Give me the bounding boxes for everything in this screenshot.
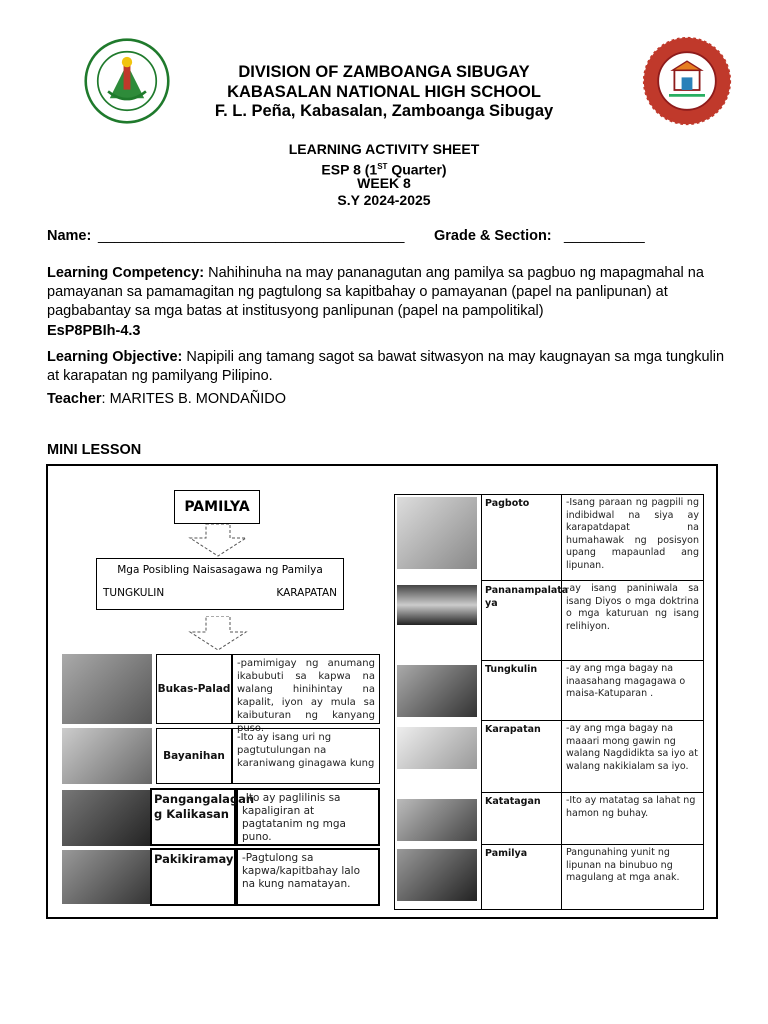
term-kalikasan: Pangangalagan g Kalikasan: [150, 788, 236, 846]
term-tungkulin: Tungkulin: [481, 661, 561, 721]
subject-quarter: ESP 8 (1ST Quarter): [321, 161, 447, 178]
photo-pamilya: [397, 849, 477, 901]
possibilities-subtitle: Mga Posibling Naisasagawa ng Pamilya: [117, 564, 323, 576]
learning-objective: Learning Objective: Napipili ang tamang sagot sa bawat sitwasyon na may kaugnayan sa mga tungkulin at karapatan ng pamilyang Pilipino.: [47, 349, 725, 384]
sheet-title: LEARNING ACTIVITY SHEET: [288, 141, 480, 157]
term-karapatan: Karapatan: [481, 721, 561, 793]
week-label: WEEK 8: [357, 175, 411, 191]
down-arrow-icon: [168, 524, 268, 558]
term-bukas-palad: Bukas-Palad: [156, 654, 232, 724]
mini-lesson-heading: MINI LESSON: [47, 442, 142, 458]
desc-bukas-palad: -pamimigay ng anumang ikabubuti sa kapwa na walang hinihintay na kapalit, iyon ay mula sa kaibuturan ng kanyang puso.: [232, 654, 380, 724]
desc-katatagan: -Ito ay matatag sa lahat ng hamon ng buhay.: [561, 793, 703, 845]
photo-karapatan: [397, 727, 477, 769]
desc-karapatan: -ay ang mga bagay na maaari mong gawin ng walang Nagdidikta sa iyo at walang nakikialam sa iyo.: [561, 721, 703, 793]
photo-katatagan: [397, 799, 477, 841]
tungkulin-table: [60, 652, 384, 908]
photo-bukas-palad: [62, 654, 152, 724]
desc-tungkulin: -ay ang mga bagay na inaasahang magagawa o maisa-Katuparan .: [561, 661, 703, 721]
school-year: S.Y 2024-2025: [337, 192, 431, 208]
karapatan-label: KARAPATAN: [276, 587, 337, 599]
possibilities-box: [96, 558, 344, 610]
school-name: KABASALAN NATIONAL HIGH SCHOOL: [227, 83, 541, 101]
mini-lesson-box: [46, 464, 718, 919]
grade-section-field[interactable]: __________: [564, 228, 645, 244]
desc-pananampalataya: -ay isang paniniwala sa isang Diyos o mga doktrina o mga katuruan ng isang relihiyon.: [561, 581, 703, 661]
learning-competency: Learning Competency: Nahihinuha na may pananagutan ang pamilya sa pagbuo ng mapagmahal na pamayanan sa pamamagitan ng pagtulong sa kapitbahay o pamayanan (papel na panlipunan) at pagbabantay sa mga batas at institusyong panlipunan (papel na pampolitikal): [47, 265, 704, 319]
pamilya-title-box: PAMILYA: [174, 490, 260, 524]
desc-pakikiramay: -Pagtulong sa kapwa/kapitbahay lalo na kung namatayan.: [236, 848, 380, 906]
photo-pananampalataya: [397, 585, 477, 625]
photo-pagboto: [397, 497, 477, 569]
tungkulin-label: TUNGKULIN: [103, 587, 165, 599]
desc-pamilya: Pangunahing yunit ng lipunan na binubuo ng magulang at mga anak.: [561, 845, 703, 909]
term-bayanihan: Bayanihan: [156, 728, 232, 784]
school-address: F. L. Peña, Kabasalan, Zamboanga Sibugay: [214, 102, 554, 120]
desc-kalikasan: -Ito ay paglilinis sa kapaligiran at pagtatanim ng mga puno.: [236, 788, 380, 846]
name-field[interactable]: ______________________________________: [98, 228, 405, 244]
term-pagboto: Pagboto: [481, 495, 561, 581]
grade-section-label: Grade & Section:: [434, 228, 552, 244]
photo-pakikiramay: [62, 850, 152, 904]
photo-bayanihan: [62, 728, 152, 784]
karapatan-table: [394, 494, 704, 910]
desc-bayanihan: -Ito ay isang uri ng pagtutulungan na karaniwang ginagawa kung: [232, 728, 380, 784]
division-title: DIVISION OF ZAMBOANGA SIBUGAY: [238, 63, 530, 81]
term-katatagan: Katatagan: [481, 793, 561, 845]
down-arrow-icon: [168, 616, 268, 652]
photo-kalikasan: [62, 790, 152, 846]
term-pakikiramay: Pakikiramay: [150, 848, 236, 906]
term-pananampalataya: Pananampalata ya: [481, 581, 561, 661]
desc-pagboto: -Isang paraan ng pagpili ng indibidwal na siya ay karapatdapat na humahawak ng posisyon upang mapaunlad ang lipunan.: [561, 495, 703, 581]
photo-tungkulin: [397, 665, 477, 717]
teacher-line: Teacher: MARITES B. MONDAÑIDO: [47, 391, 287, 407]
name-label: Name:: [47, 228, 92, 244]
competency-code: EsP8PBIh-4.3: [47, 323, 141, 339]
term-pamilya: Pamilya: [481, 845, 561, 909]
